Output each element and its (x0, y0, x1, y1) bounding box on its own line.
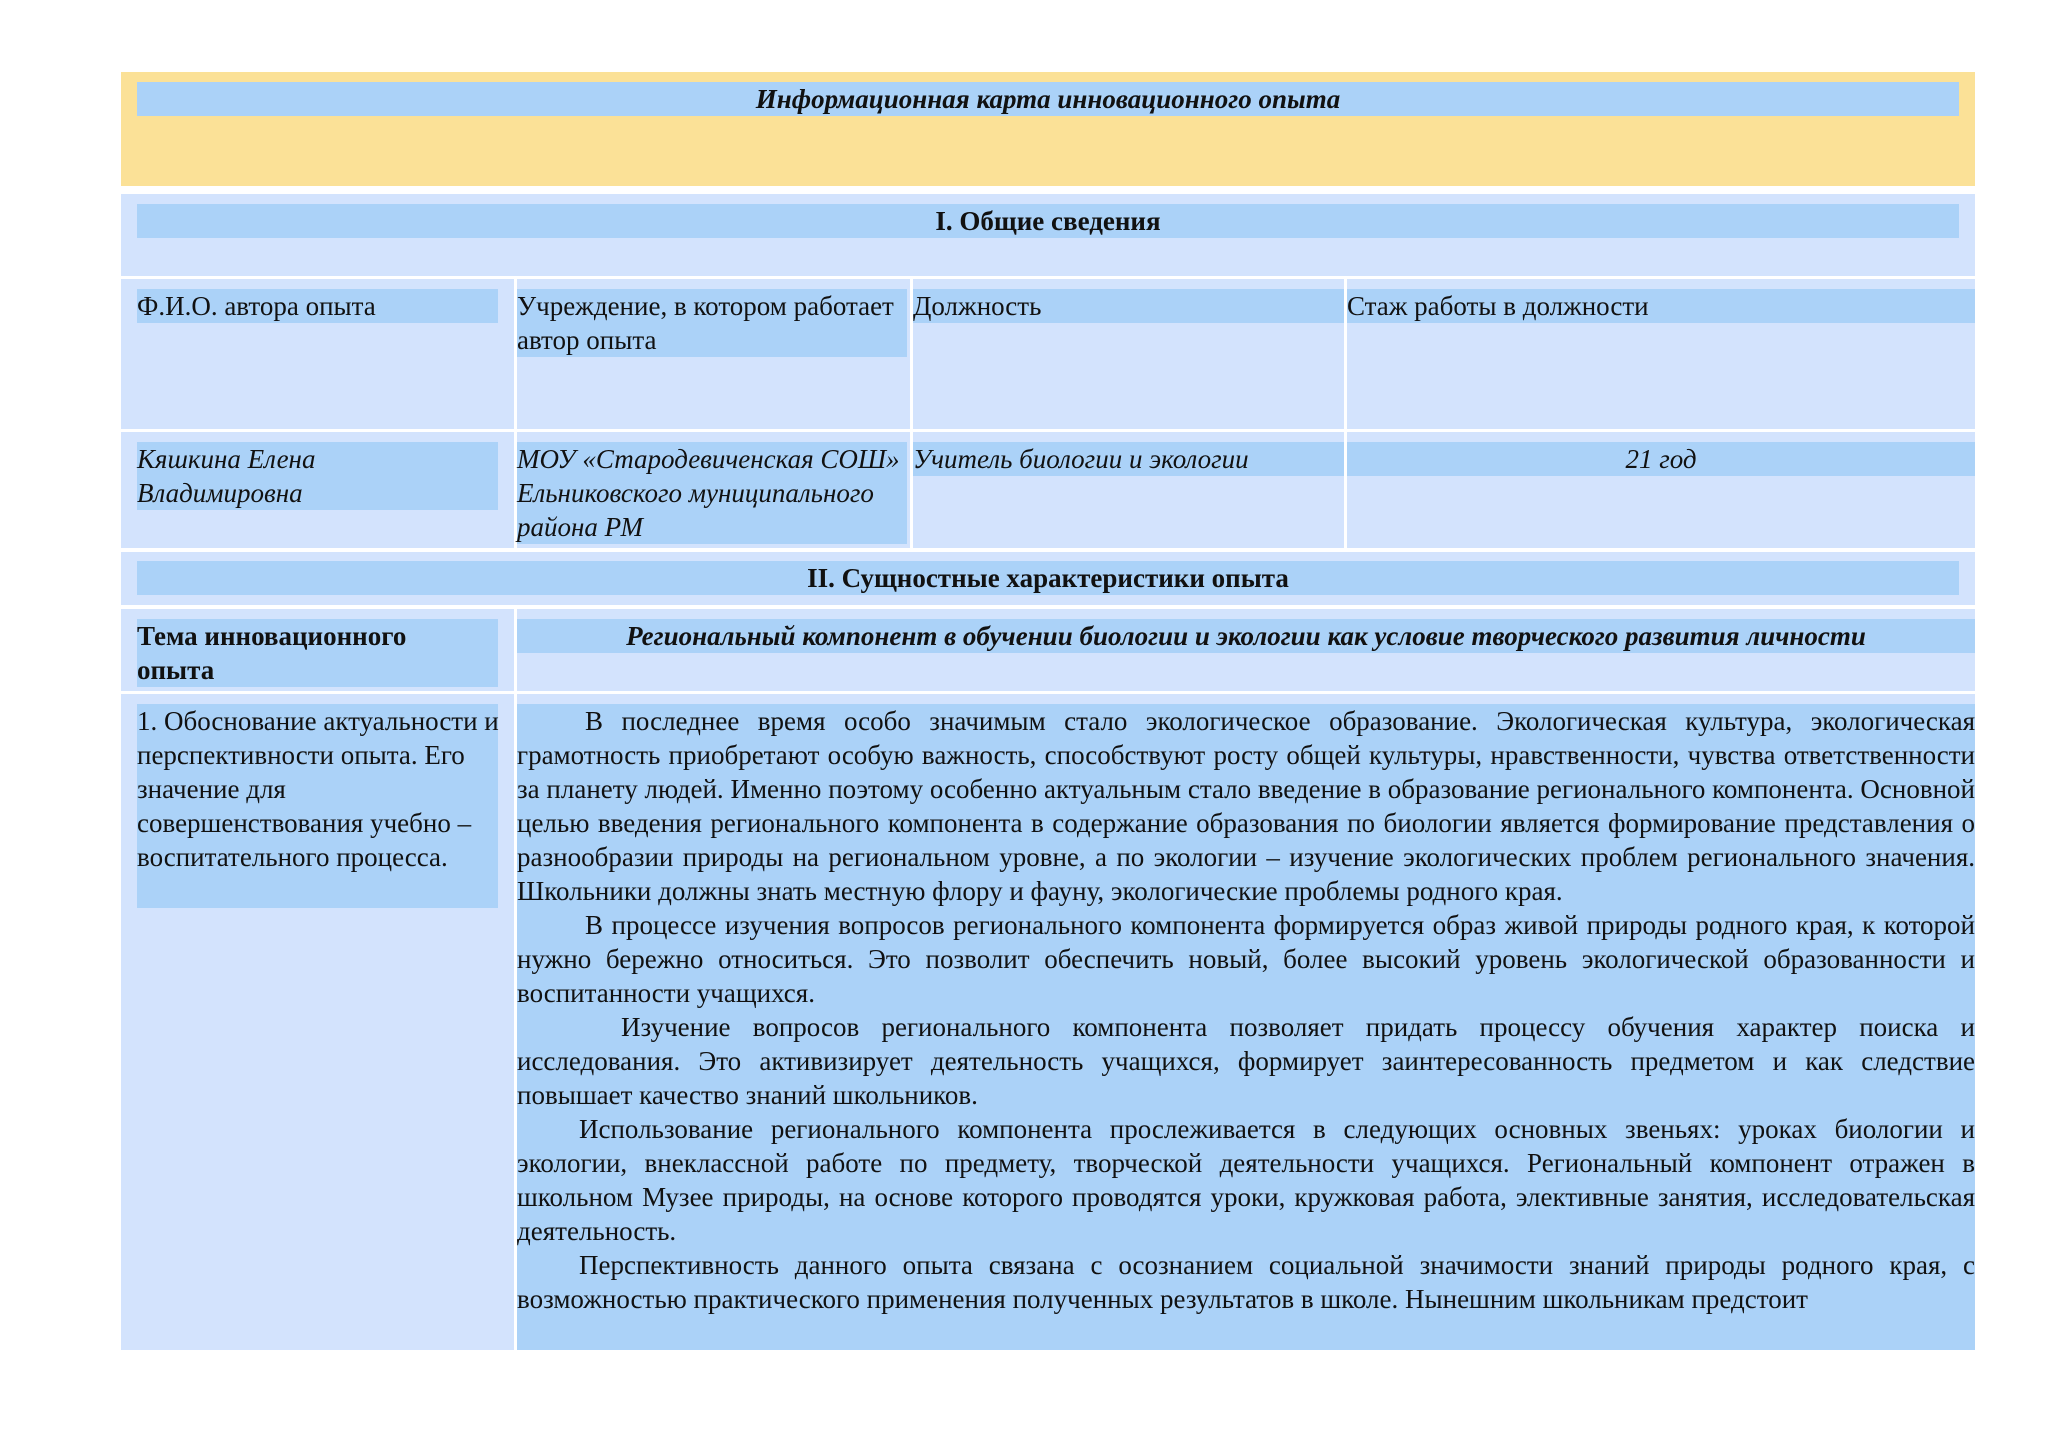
value-author-text: Кяшкина Елена Владимировна (137, 444, 316, 508)
col-header-author-text: Ф.И.О. автора опыта (137, 291, 376, 321)
section-1-header (121, 194, 1975, 276)
document-title-text: Информационная карта инновационного опыта (755, 84, 1341, 114)
paragraph-2: В процессе изучения вопросов регионального компонента формируется образ живой природы родного края, к которой нужно бережно относиться. Это позволит обеспечить новый, более высокий уровень экологической образованности и воспитанности учащихся. (517, 910, 1975, 1008)
value-position-text: Учитель биологии и экологии (913, 444, 1249, 474)
section-2-title-text: II. Сущностные характеристики опыта (807, 563, 1289, 593)
col-header-position (913, 279, 1344, 429)
col-header-institution-text: Учреждение, в котором работает автор опыта (517, 291, 894, 355)
theme-value: Региональный компонент в обучении биологии и экологии как условие творческого развития личности (626, 621, 1866, 651)
theme-label-cell (121, 609, 514, 691)
section-2-header (121, 552, 1975, 605)
row1-content (517, 704, 1975, 1316)
value-experience (1347, 432, 1975, 548)
paragraph-5: Перспективность данного опыта связана с осознанием социальной значимости знаний природы родного края, с возможностью практического применения полученных результатов в школе. Нынешним школьникам предстоит (517, 1250, 1975, 1314)
section-2-title (137, 561, 1959, 595)
row1-label-cell (121, 694, 514, 1350)
paragraph-4: Использование регионального компонента прослеживается в следующих основных звеньях: уроках биологии и экологии, внеклассной работе по предмету, творческой деятельности учащихся. Региональный компонент отражен в школьном Музее природы, на основе которого проводятся уроки, кружковая работа, элективные занятия, исследовательская деятельность. (517, 1114, 1975, 1246)
col-header-experience (1347, 279, 1975, 429)
value-institution (517, 432, 910, 548)
paragraph-3: Изучение вопросов регионального компонента позволяет придать процессу обучения характер поиска и исследования. Это активизирует деятельность учащихся, формирует заинтересованность предметом и как следствие повышает качество знаний школьников. (517, 1012, 1975, 1110)
row1-content-cell (517, 694, 1975, 1350)
col-header-institution (517, 279, 910, 429)
section-1-title (137, 204, 1959, 238)
row1-label: 1. Обоснование актуальности и перспективности опыта. Его значение для совершенствования учебно – воспитательного процесса. (137, 706, 499, 872)
col-header-position-text: Должность (913, 291, 1042, 321)
value-author (121, 432, 514, 548)
value-position (913, 432, 1344, 548)
section-1-title-text: I. Общие сведения (935, 206, 1161, 236)
document-title (137, 82, 1959, 116)
theme-label: Тема инновационного опыта (137, 621, 407, 685)
value-experience-text: 21 год (1625, 444, 1697, 474)
theme-value-cell (517, 609, 1975, 691)
col-header-author (121, 279, 514, 429)
col-header-experience-text: Стаж работы в должности (1347, 291, 1649, 321)
title-band (121, 72, 1975, 186)
value-institution-text: МОУ «Стародевиченская СОШ» Ельниковского муниципального района РМ (517, 444, 900, 542)
paragraph-1: В последнее время особо значимым стало экологическое образование. Экологическая культура, экологическая грамотность приобретают особую важность, способствуют росту общей культуры, нравственности, чувства ответственности за планету людей. Именно поэтому особенно актуальным стало введение в образование регионального компонента. Основной целью введения регионального компонента в содержание образования по биологии является формирование представления о разнообразии природы на региональном уровне, а по экологии – изучение экологических проблем регионального значения. Школьники должны знать местную флору и фауну, экологические проблемы родного края. (517, 706, 1975, 906)
